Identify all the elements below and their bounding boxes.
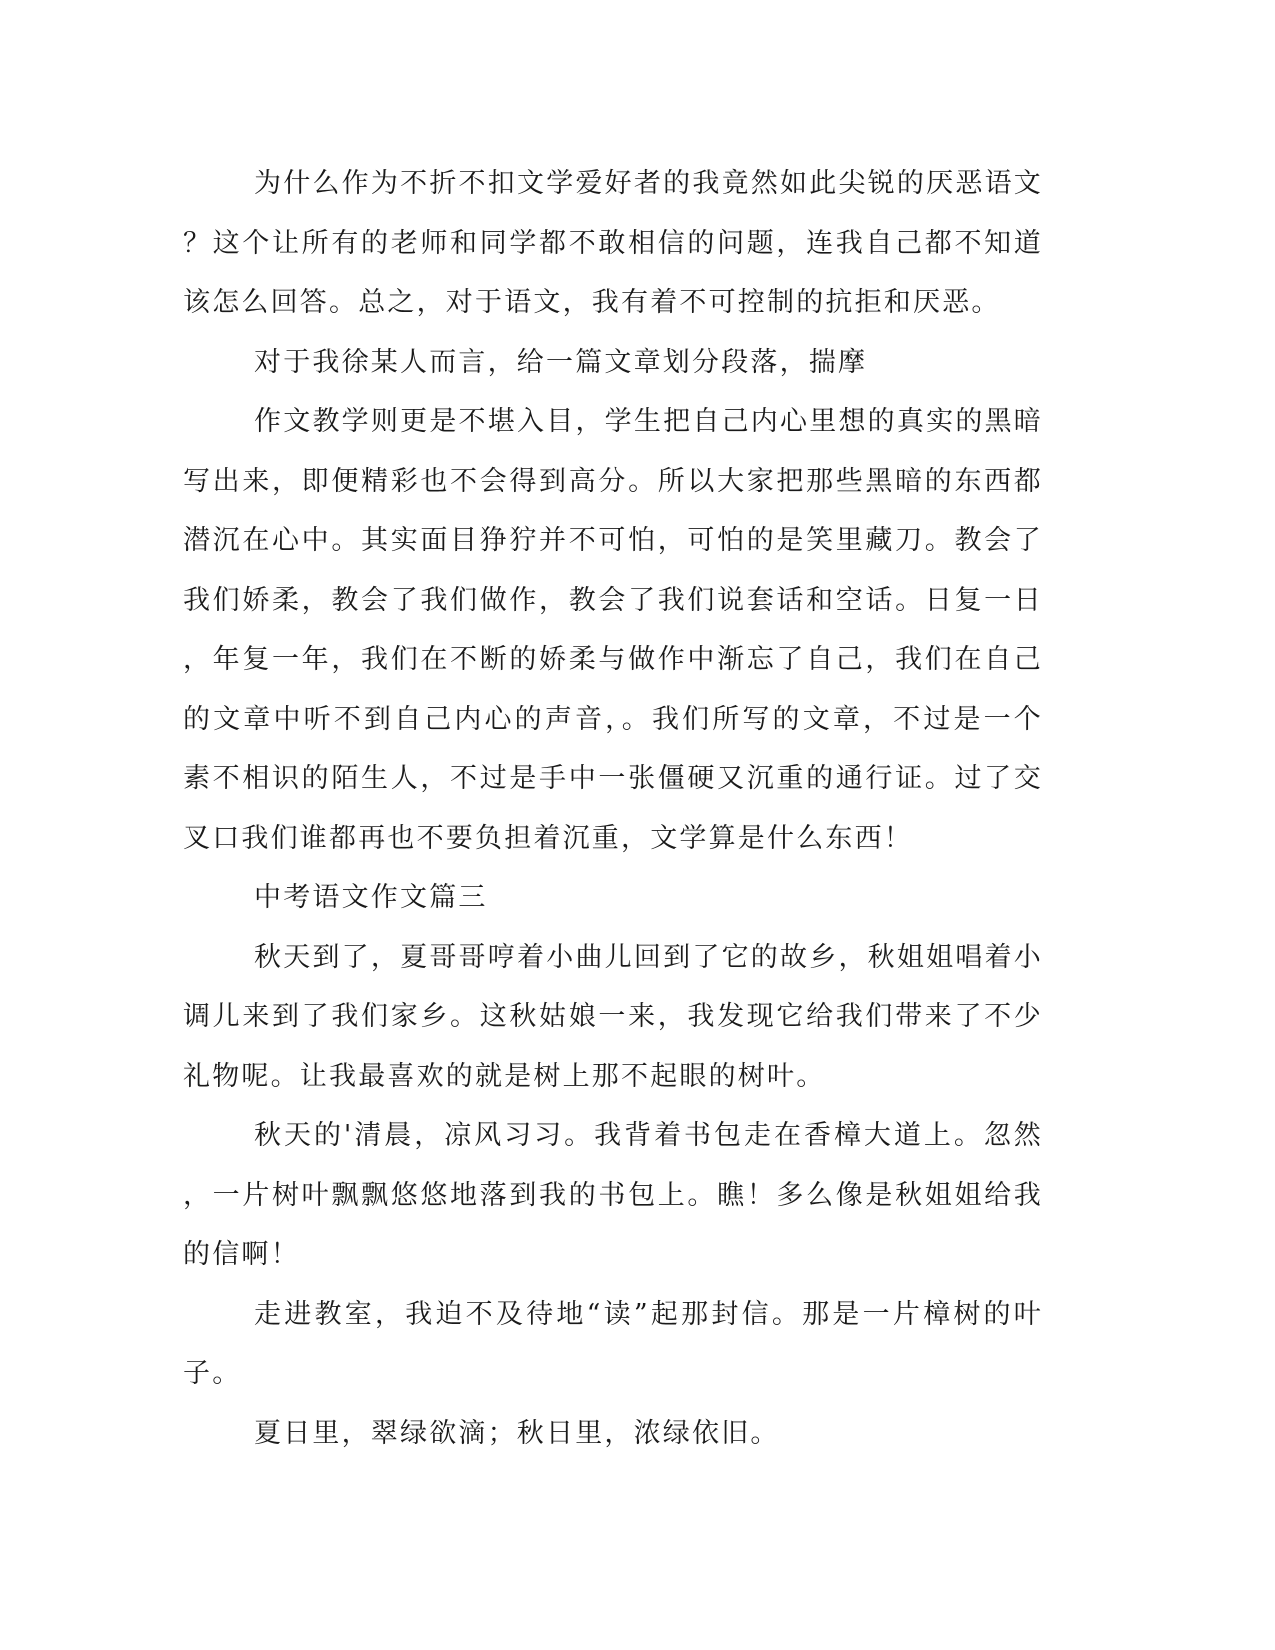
paragraph: 对于我徐某人而言，给一篇文章划分段落，揣摩	[254, 346, 868, 378]
paragraph: 秋天到了，夏哥哥哼着小曲儿回到了它的故乡，秋姐姐唱着小调儿来到了我们家乡。这秋姑娘一来，我发现它给我们带来了不少礼物呢。让我最喜欢的就是树上那不起眼的树叶。	[183, 941, 1043, 1092]
paragraph: 为什么作为不折不扣文学爱好者的我竟然如此尖锐的厌恶语文？这个让所有的老师和同学都不敢相信的问题，连我自己都不知道该怎么回答。总之，对于语文，我有着不可控制的抗拒和厌恶。	[183, 168, 1043, 318]
paragraph: 夏日里，翠绿欲滴；秋日里，浓绿依旧。	[254, 1417, 780, 1449]
paragraph: 走进教室，我迫不及待地“读”起那封信。那是一片樟树的叶子。	[183, 1298, 1043, 1389]
paragraph: 作文教学则更是不堪入目，学生把自己内心里想的真实的黑暗写出来，即便精彩也不会得到高分。所以大家把那些黑暗的东西都潜沉在心中。其实面目狰狞并不可怕，可怕的是笑里藏刀。教会了我们娇柔，教会了我们做作，教会了我们说套话和空话。日复一日，年复一年，我们在不断的娇柔与做作中渐忘了自己，我们在自己的文章中听不到自己内心的声音，。我们所写的文章，不过是一个素不相识的陌生人，不过是手中一张僵硬又沉重的通行证。过了交叉口我们谁都再也不要负担着沉重，文学算是什么东西！	[183, 406, 1043, 854]
paragraph: 秋天的'清晨，凉风习习。我背着书包走在香樟大道上。忽然，一片树叶飘飘悠悠地落到我的书包上。瞧！多么像是秋姐姐给我的信啊！	[183, 1120, 1043, 1270]
section-heading: 中考语文作文篇三	[254, 882, 488, 913]
document-body	[183, 154, 1043, 1463]
